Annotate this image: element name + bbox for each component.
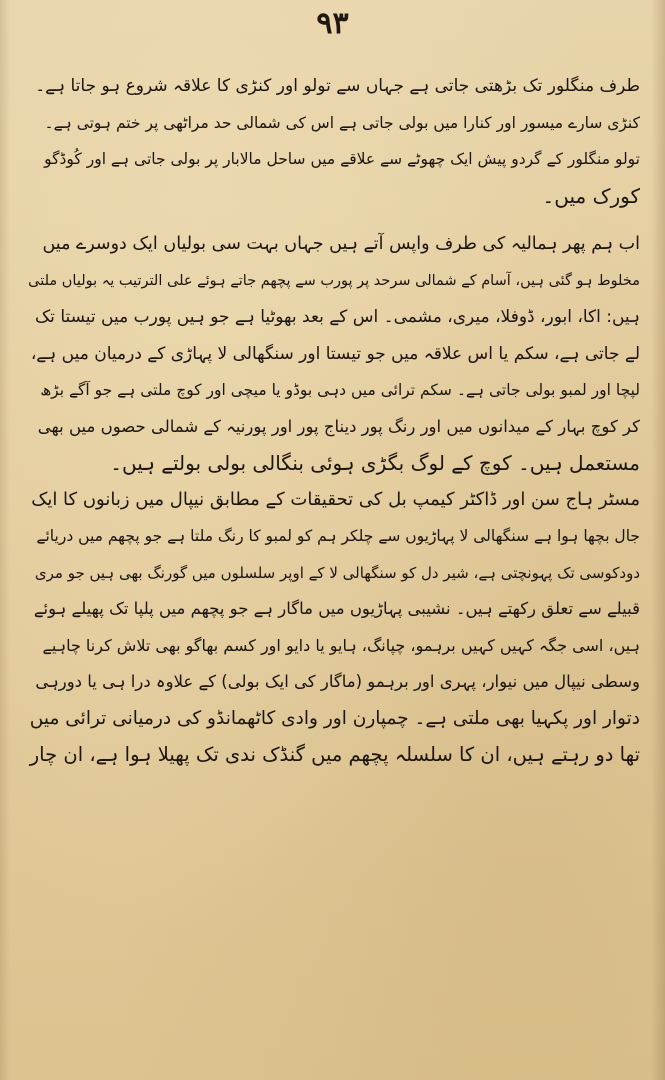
text-line: مخلوط ہو گئی ہیں، آسام کے شمالی سرحد پر پورب سے پچھم جاتے ہوئے علی الترتیب یہ بولیاں ملتی [28,272,640,289]
text-line: کنڑی سارے میسور اور کنارا میں بولی جاتی ہے اس کی شمالی حد مراٹھی پر ختم ہوتی ہے۔ [44,113,640,132]
page-left-edge [0,0,10,1080]
text-line: وسطی نیپال میں نیوار، پہری اور برہمو (ماگار کی ایک بولی) کے علاوہ درا ہی یا دورہی [35,672,640,691]
page-right-edge [651,0,665,1080]
text-line: لپچا اور لمبو بولی جاتی ہے۔ سکم ترائی میں دہی بوڈو یا میچی اور کوچ ملتی ہے جو آگے بڑھ [40,381,640,399]
text-line: تھا دو رہتے ہیں، ان کا سلسلہ پچھم میں گنڈک ندی تک پھیلا ہوا ہے، ان چار [29,743,640,766]
page-text [28,68,640,774]
text-line: اب ہم پھر ہمالیہ کی طرف واپس آتے ہیں جہاں بہت سی بولیاں ایک دوسرے میں [42,234,640,254]
text-line: کورک میں۔ [542,183,640,208]
text-line: ہیں: اکا، ابور، ڈوفلا، میری، مشمی۔ اس کے بعد بھوٹیا ہے جو ہیں پورب میں تیستا تک [34,307,640,327]
text-line: لے جاتی ہے، سکم یا اس علاقہ میں جو تیستا اور سنگھالی لا پہاڑی کے درمیان میں ہے، [30,343,640,364]
text-line: طرف منگلور تک بڑھتی جاتی ہے جہاں سے تولو اور کنڑی کا علاقہ شروع ہو جاتا ہے۔ [35,76,640,96]
page-number: ۹۳ [316,6,349,41]
text-line: مسٹر ہاج سن اور ڈاکٹر کیمپ بل کی تحقیقات کے مطابق نیپال میں زبانوں کا ایک [31,488,640,510]
text-line: قبیلے سے تعلق رکھتے ہیں۔ نشیبی پہاڑیوں میں ماگار ہے جو پچھم میں پلپا تک پھیلے ہوئے [33,599,640,618]
text-line: کر کوچ بہار کے میدانوں میں اور رنگ پور دیناج پور اور پورنیہ کے شمالی حصوں میں بھی [37,416,640,436]
text-line: جال بچھا ہوا ہے سنگھالی لا پہاڑیوں سے چلکر ہم کو لمبو کا رنگ ملتا ہے جو پچھم میں دریائے [36,527,640,545]
text-line: تولو منگلور کے گردو پیش ایک چھوٹے سے علاقے میں ساحل مالابار پر بولی جاتی ہے اور کُوڈگو [44,150,640,168]
text-line: مستعمل ہیں۔ کوچ کے لوگ بگڑی ہوئی بنگالی بولی بولتے ہیں۔ [110,451,640,475]
text-line: دودکوسی تک پہونچتی ہے، شیر دل کو سنگھالی لا کے اوپر سلسلوں میں گورنگ بھی ہیں جو مری [34,563,640,582]
text-line: ہیں، اسی جگہ کہیں کہیں برہمو، چپانگ، ہایو یا دایو اور کسم بھاگو بھی تلاش کرنا چاہیے [42,635,640,655]
text-line: دتوار اور پکہیا بھی ملتی ہے۔ چمپارن اور وادی کاٹھمانڈو کی درمیانی ترائی میں [29,707,640,729]
